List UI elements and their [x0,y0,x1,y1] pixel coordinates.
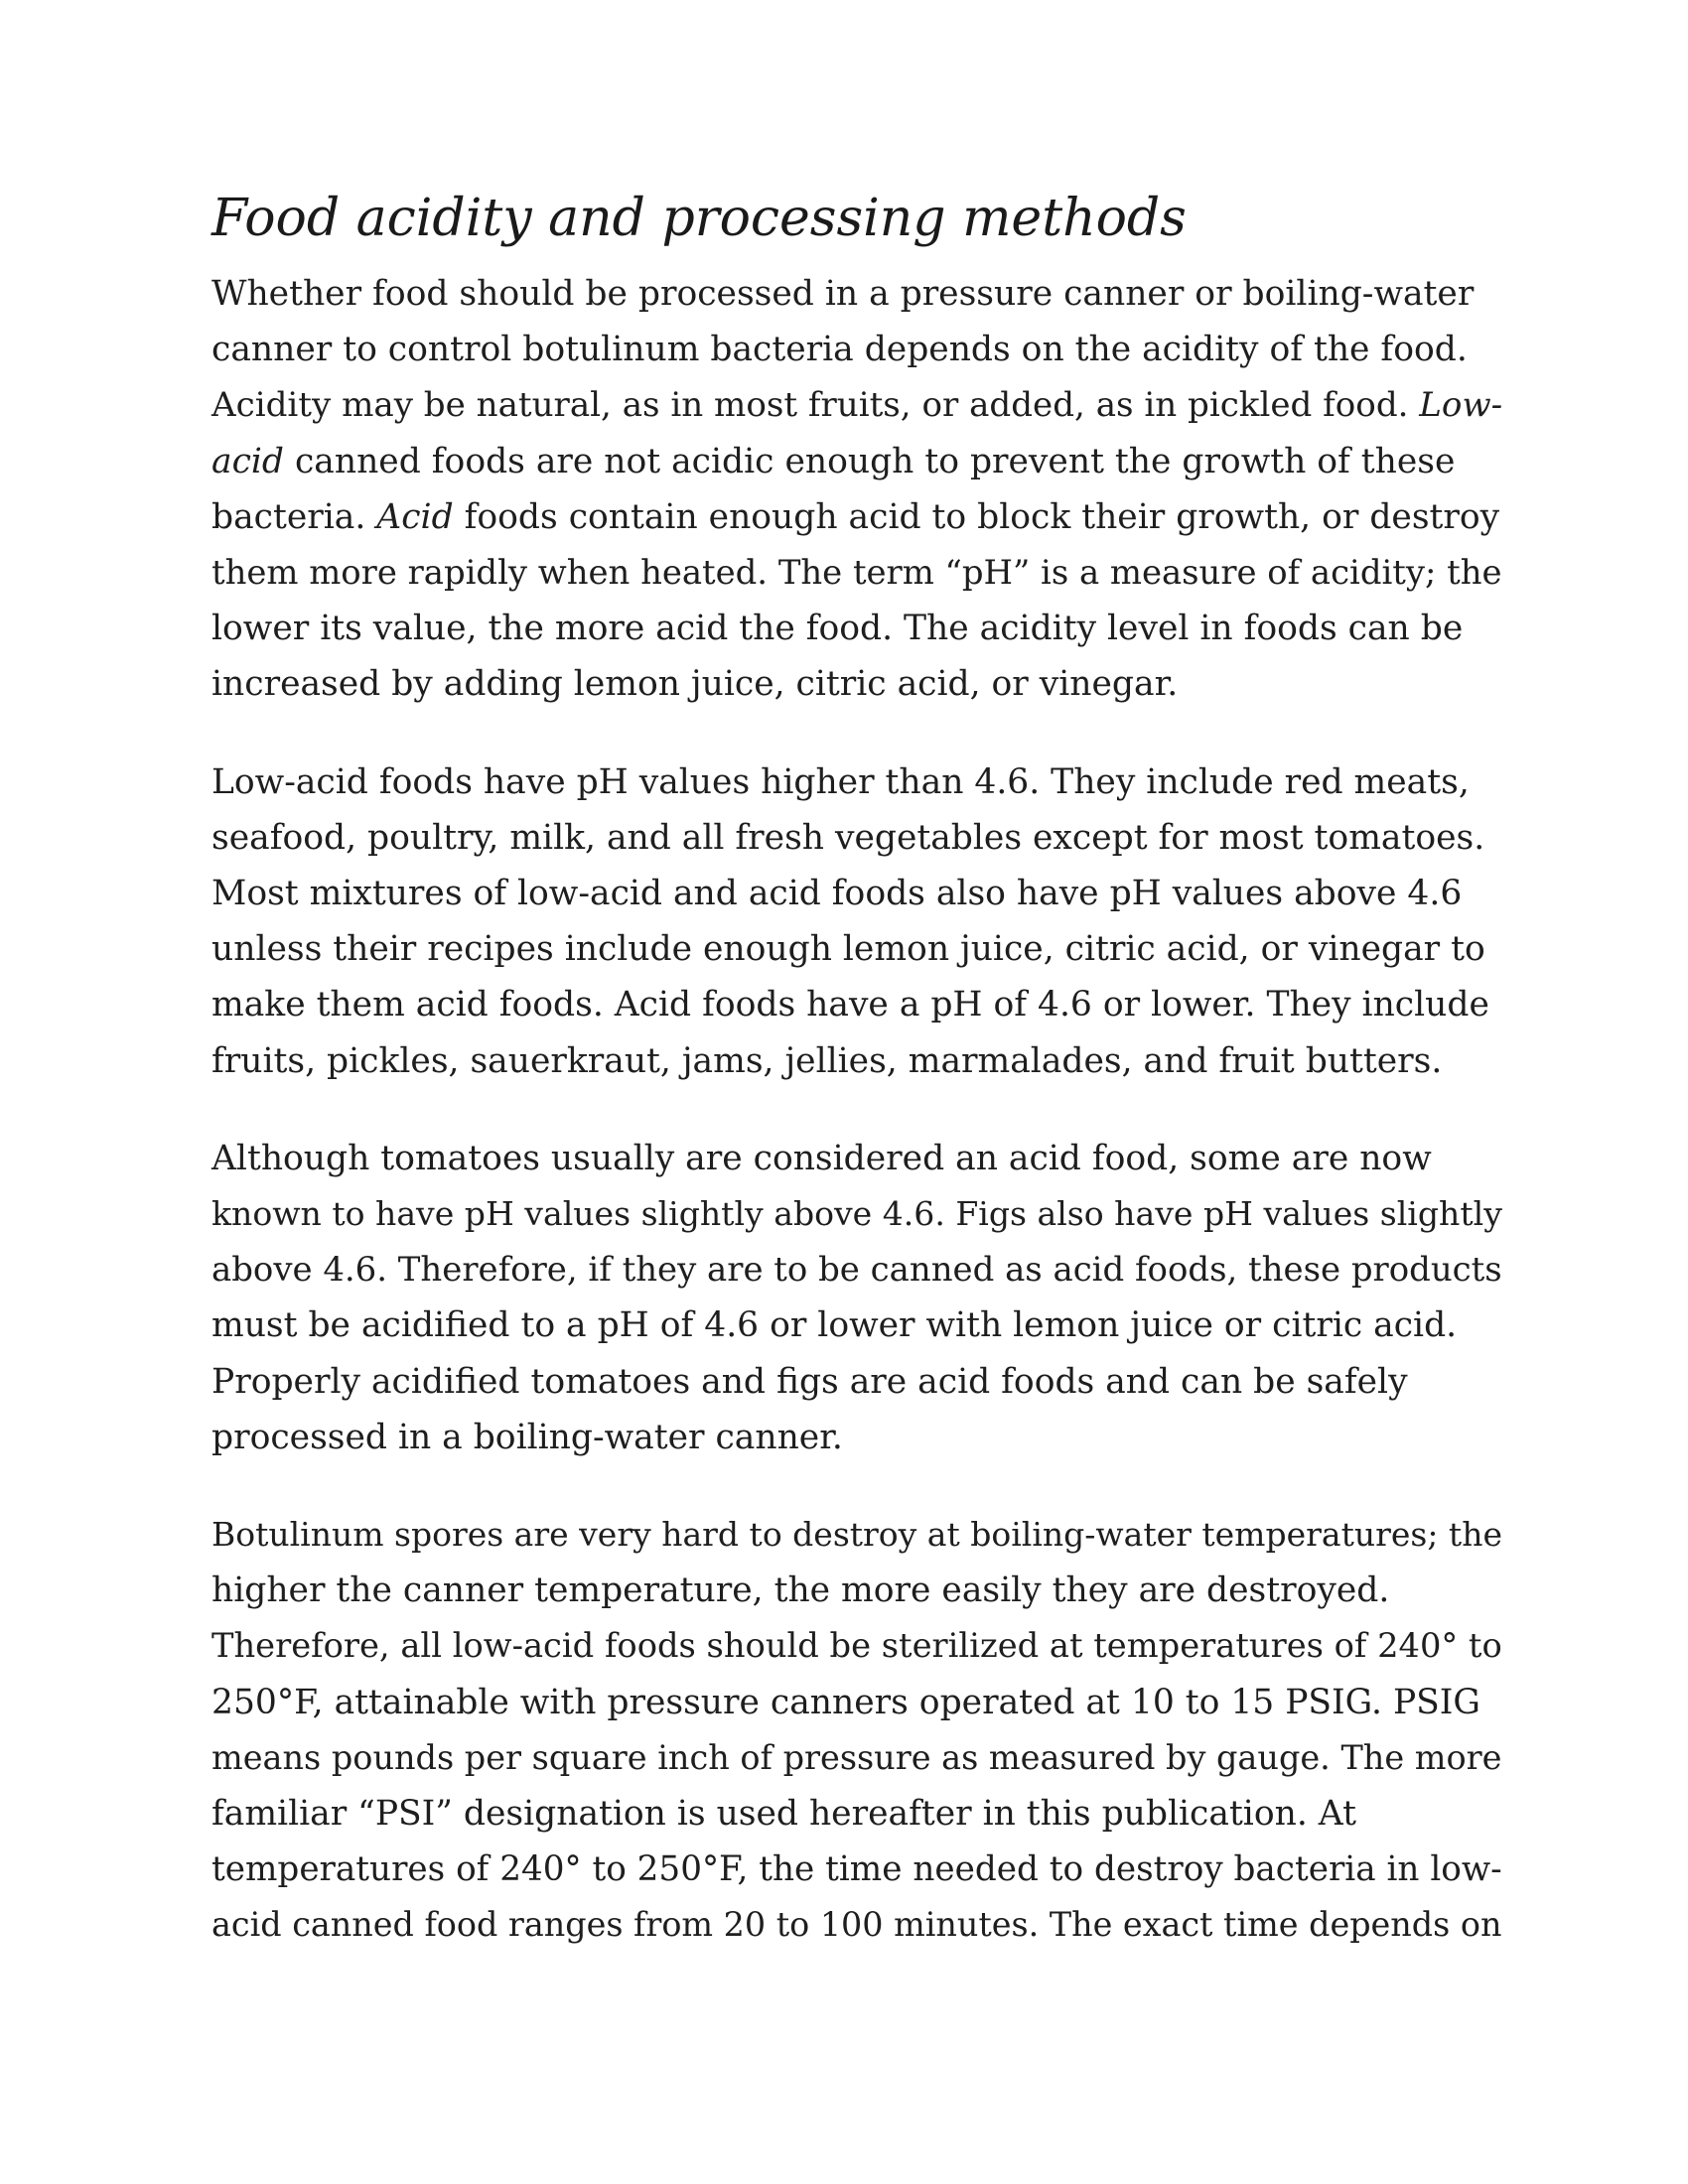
text-line: Low-acid foods have pH values higher than 4.6. They include red meats, [211,761,1470,802]
text-line: Most mixtures of low-acid and acid foods also have pH values above 4.6 [211,874,1463,914]
text-line: temperatures of 240° to 250°F, the time needed to destroy bacteria in low- [211,1849,1502,1890]
text-line: processed in a boiling-water canner. [211,1417,843,1457]
text-run: foods contain enough acid to block their growth, or destroy [453,496,1500,537]
document-page [211,189,1502,1995]
text-line: Properly acidified tomatoes and figs are acid foods and can be safely [211,1361,1408,1402]
paragraph-botulinum-spores [211,1507,1502,1954]
text-line: seafood, poultry, milk, and all fresh vegetables except for most tomatoes. [211,817,1485,858]
italic-term: Acid [376,496,454,537]
text-line: Although tomatoes usually are considered an acid food, some are now [211,1138,1432,1178]
text-line: above 4.6. Therefore, if they are to be canned as acid foods, these products [211,1250,1502,1290]
text-line: Whether food should be processed in a pressure canner or boiling-water [211,274,1475,314]
text-line [211,377,1502,433]
text-line: them more rapidly when heated. The term “pH” is a measure of acidity; the [211,553,1502,593]
text-line: Botulinum spores are very hard to destroy at boiling-water temperatures; the [211,1515,1502,1555]
section-heading: Food acidity and processing methods [211,189,1187,248]
text-run: Acidity may be natural, as in most fruits, or added, as in pickled food. [211,385,1420,426]
text-line: Therefore, all low-acid foods should be sterilized at temperatures of 240° to [211,1626,1502,1666]
paragraph-tomatoes-figs [211,1131,1502,1465]
text-line: 250°F, attainable with pressure canners operated at 10 to 15 PSIG. PSIG [211,1682,1480,1722]
text-line: increased by adding lemon juice, citric acid, or vinegar. [211,664,1179,705]
text-line: known to have pH values slightly above 4.6. Figs also have pH values slightly [211,1194,1502,1234]
paragraph-acidity-intro [211,266,1502,713]
text-line: acid canned food ranges from 20 to 100 minutes. The exact time depends on [211,1905,1502,1945]
paragraph-low-acid-foods [211,754,1502,1089]
italic-term: Low- [1419,385,1503,426]
text-line [211,434,1502,489]
text-run: bacteria. [211,496,377,537]
text-line: higher the canner temperature, the more easily they are destroyed. [211,1570,1390,1611]
text-line: means pounds per square inch of pressure as measured by gauge. The more [211,1737,1502,1777]
text-line: canner to control botulinum bacteria depends on the acidity of the food. [211,330,1468,370]
text-line [211,489,1502,545]
text-line: unless their recipes include enough lemon juice, citric acid, or vinegar to [211,929,1485,970]
text-line: must be acidified to a pH of 4.6 or lower with lemon juice or citric acid. [211,1305,1458,1346]
text-line: lower its value, the more acid the food. The acidity level in foods can be [211,609,1464,649]
text-line: familiar “PSI” designation is used hereafter in this publication. At [211,1794,1356,1835]
text-run: canned foods are not acidic enough to prevent the growth of these [284,441,1456,481]
italic-term: acid [211,441,285,481]
text-line: fruits, pickles, sauerkraut, jams, jellies, marmalades, and fruit butters. [211,1040,1443,1081]
text-line: make them acid foods. Acid foods have a pH of 4.6 or lower. They include [211,985,1489,1025]
